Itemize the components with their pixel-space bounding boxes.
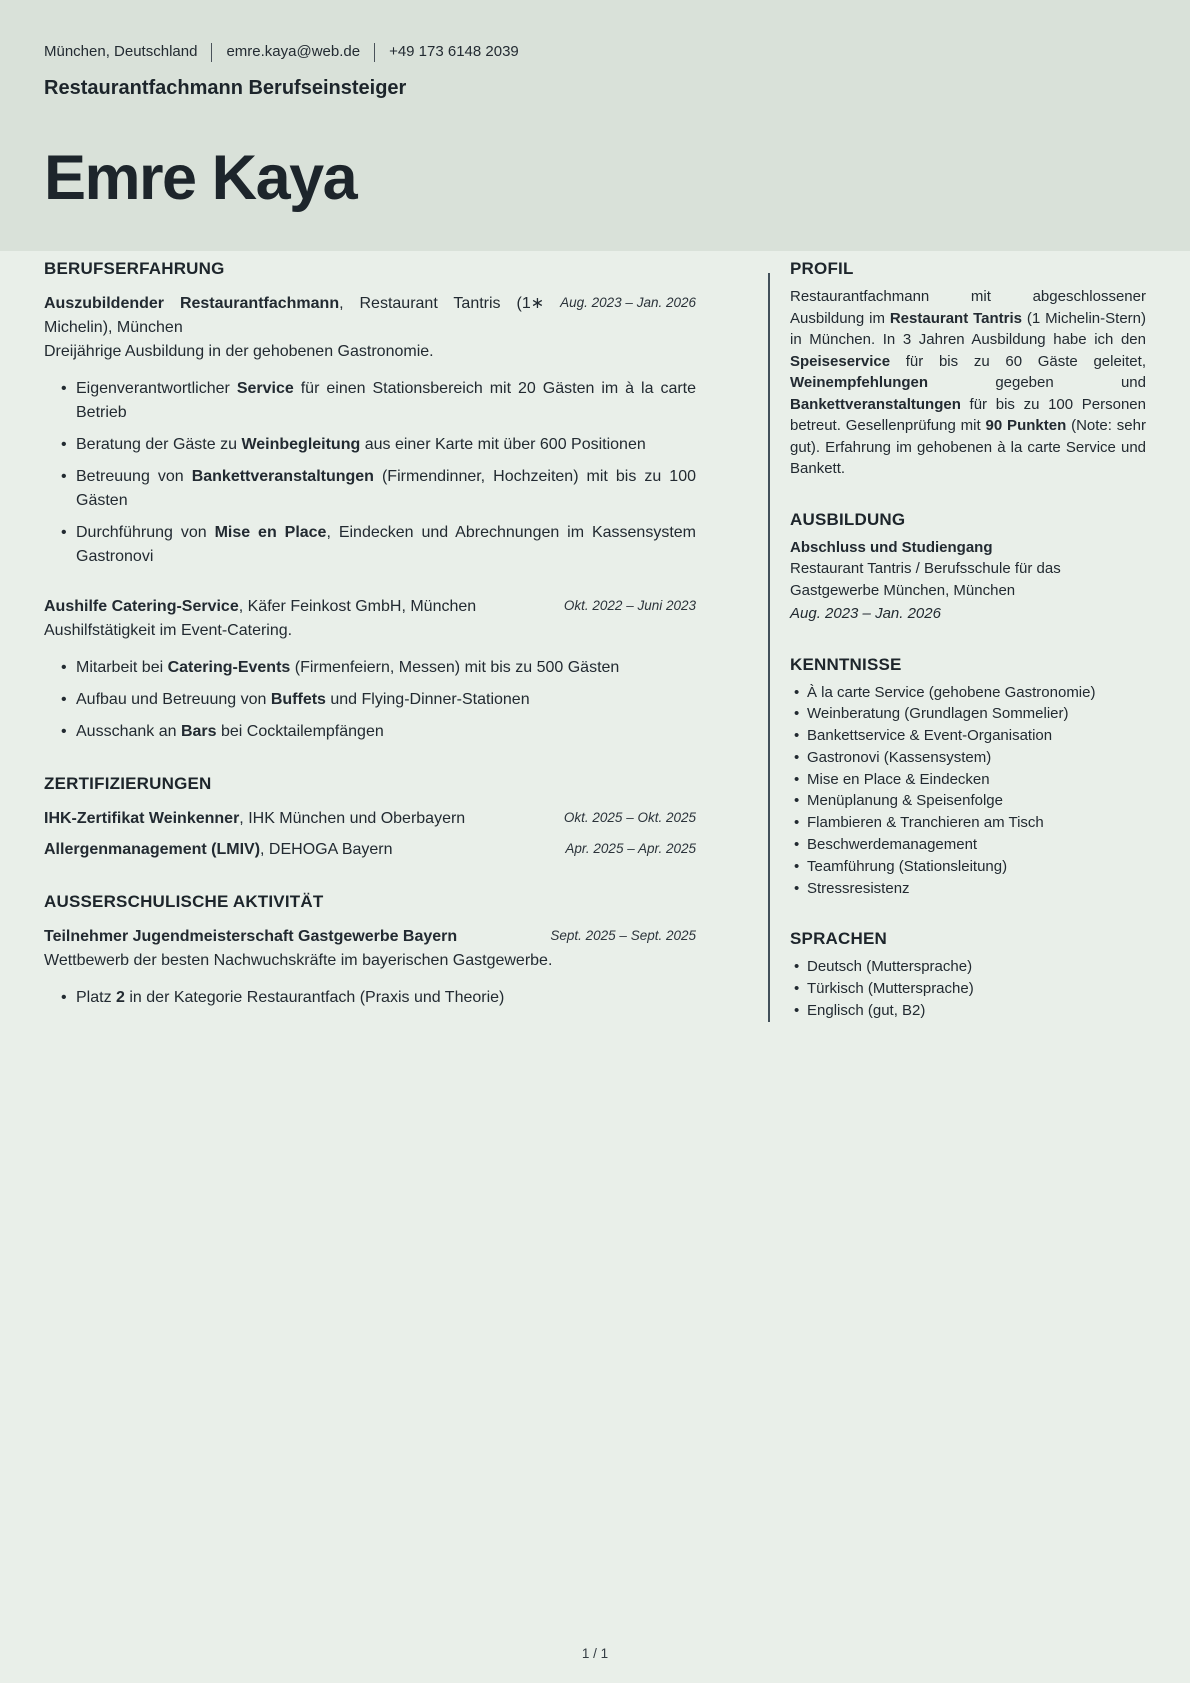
contact-line <box>44 42 1146 62</box>
skill-item: • Mise en Place & Eindecken <box>807 769 1146 791</box>
certification-title-row <box>44 838 696 862</box>
contact-location: München, Deutschland <box>44 43 198 60</box>
certification-date: Apr. 2025 – Apr. 2025 <box>565 841 696 856</box>
contact-separator <box>211 43 212 62</box>
certification-entry <box>44 838 696 862</box>
contact-email: emre.kaya@web.de <box>226 43 361 60</box>
certifications-heading: ZERTIFIZIERUNGEN <box>44 774 212 793</box>
bullet-item: • Aufbau und Betreuung von Buffets und Flying-Dinner-Stationen <box>76 688 696 712</box>
contact-separator <box>374 43 375 62</box>
job-summary: Aushilfstätigkeit im Event-Catering. <box>44 622 293 639</box>
profile-heading: PROFIL <box>790 259 854 278</box>
job-bullet-list <box>44 377 696 569</box>
language-item: • Deutsch (Muttersprache) <box>807 956 1146 978</box>
job-title-row <box>44 595 696 619</box>
section-experience <box>44 259 696 744</box>
activity-date: Sept. 2025 – Sept. 2025 <box>550 928 696 943</box>
skill-item: • Teamführung (Stationsleitung) <box>807 856 1146 878</box>
activity-summary: Wettbewerb der besten Nachwuchskräfte im bayerischen Gastgewerbe. <box>44 952 553 969</box>
header <box>0 0 1190 251</box>
activity-bullet-list <box>44 986 696 1010</box>
education-school: Restaurant Tantris / Berufsschule für das Gastgewerbe München, München <box>790 560 1061 599</box>
certification-date: Okt. 2025 – Okt. 2025 <box>563 810 696 825</box>
bullet-item: • Mitarbeit bei Catering-Events (Firmenfeiern, Messen) mit bis zu 500 Gästen <box>76 656 696 680</box>
job-date: Aug. 2023 – Jan. 2026 <box>560 295 696 310</box>
column-divider <box>768 273 770 1022</box>
skill-item: • Beschwerdemanagement <box>807 834 1146 856</box>
job-entry <box>44 595 696 744</box>
certification-title: Allergenmanagement (LMIV), DEHOGA Bayern <box>44 841 393 858</box>
bullet-item: • Beratung der Gäste zu Weinbegleitung aus einer Karte mit über 600 Positionen <box>76 433 696 457</box>
certification-title: IHK-Zertifikat Weinkenner, IHK München und Oberbayern <box>44 810 466 827</box>
activity-title: Teilnehmer Jugendmeisterschaft Gastgewerbe Bayern <box>44 928 458 945</box>
activity-title-row <box>44 925 696 949</box>
job-title: Auszubildender Restaurantfachmann, Restaurant Tantris (1∗ Michelin), München <box>44 295 545 336</box>
contact-phone: +49 173 6148 2039 <box>389 43 519 60</box>
education-heading: AUSBILDUNG <box>790 509 906 529</box>
skill-item: • Weinberatung (Grundlagen Sommelier) <box>807 703 1146 725</box>
section-activity <box>44 892 696 1010</box>
job-title: Aushilfe Catering-Service, Käfer Feinkost GmbH, München <box>44 598 477 615</box>
section-languages <box>790 929 1146 1021</box>
activity-heading: AUSSERSCHULISCHE AKTIVITÄT <box>44 892 324 911</box>
education-date: Aug. 2023 – Jan. 2026 <box>790 605 941 622</box>
section-certifications <box>44 774 696 862</box>
certification-entry <box>44 807 696 831</box>
job-bullet-list <box>44 656 696 744</box>
skills-heading: KENNTNISSE <box>790 654 902 674</box>
page-footer <box>0 1646 1190 1661</box>
page-number: 1 / 1 <box>581 1646 609 1661</box>
skill-item: • Gastronovi (Kassensystem) <box>807 747 1146 769</box>
right-column <box>790 259 1146 1022</box>
section-skills <box>790 655 1146 900</box>
languages-list <box>790 956 1146 1021</box>
language-item: • Englisch (gut, B2) <box>807 1000 1146 1022</box>
job-summary: Dreijährige Ausbildung in der gehobenen Gastronomie. <box>44 343 434 360</box>
left-column <box>44 259 696 1022</box>
bullet-item: • Ausschank an Bars bei Cocktailempfängen <box>76 720 696 744</box>
section-profile <box>790 259 1146 480</box>
bullet-item: • Platz 2 in der Kategorie Restaurantfach (Praxis und Theorie) <box>76 986 696 1010</box>
job-date: Okt. 2022 – Juni 2023 <box>563 598 696 613</box>
main-content <box>0 251 1190 1022</box>
certification-title-row <box>44 807 696 831</box>
profile-text: Restaurantfachmann mit abgeschlossener Ausbildung im Restaurant Tantris (1 Michelin-Stern) in München. In 3 Jahren Ausbildung habe ich den Speiseservice für bis zu 60 Gäste geleitet, Weinempfehlungen gegeben und Bankettveranstaltungen für bis zu 100 Personen betreut. Gesellenprüfung mit 90 Punkten (Note: sehr gut). Erfahrung im gehobenen à la carte Service und Bankett. <box>790 288 1146 477</box>
skills-list <box>790 682 1146 900</box>
skill-item: • Flambieren & Tranchieren am Tisch <box>807 812 1146 834</box>
job-entry <box>44 292 696 569</box>
activity-entry <box>44 925 696 1010</box>
job-subtitle: Restaurantfachmann Berufseinsteiger <box>44 77 407 99</box>
person-name: Emre Kaya <box>44 143 357 213</box>
experience-heading: BERUFSERFAHRUNG <box>44 259 225 278</box>
language-item: • Türkisch (Muttersprache) <box>807 978 1146 1000</box>
section-education <box>790 510 1146 625</box>
skill-item: • À la carte Service (gehobene Gastronomie) <box>807 682 1146 704</box>
education-degree: Abschluss und Studiengang <box>790 538 993 556</box>
bullet-item: • Durchführung von Mise en Place, Eindecken und Abrechnungen im Kassensystem Gastronovi <box>76 521 696 569</box>
skill-item: • Bankettservice & Event-Organisation <box>807 725 1146 747</box>
skill-item: • Menüplanung & Speisenfolge <box>807 790 1146 812</box>
bullet-item: • Betreuung von Bankettveranstaltungen (Firmendinner, Hochzeiten) mit bis zu 100 Gästen <box>76 465 696 513</box>
job-title-row <box>44 292 696 340</box>
languages-heading: SPRACHEN <box>790 929 888 949</box>
bullet-item: • Eigenverantwortlicher Service für einen Stationsbereich mit 20 Gästen im à la carte Betrieb <box>76 377 696 425</box>
skill-item: • Stressresistenz <box>807 878 1146 900</box>
